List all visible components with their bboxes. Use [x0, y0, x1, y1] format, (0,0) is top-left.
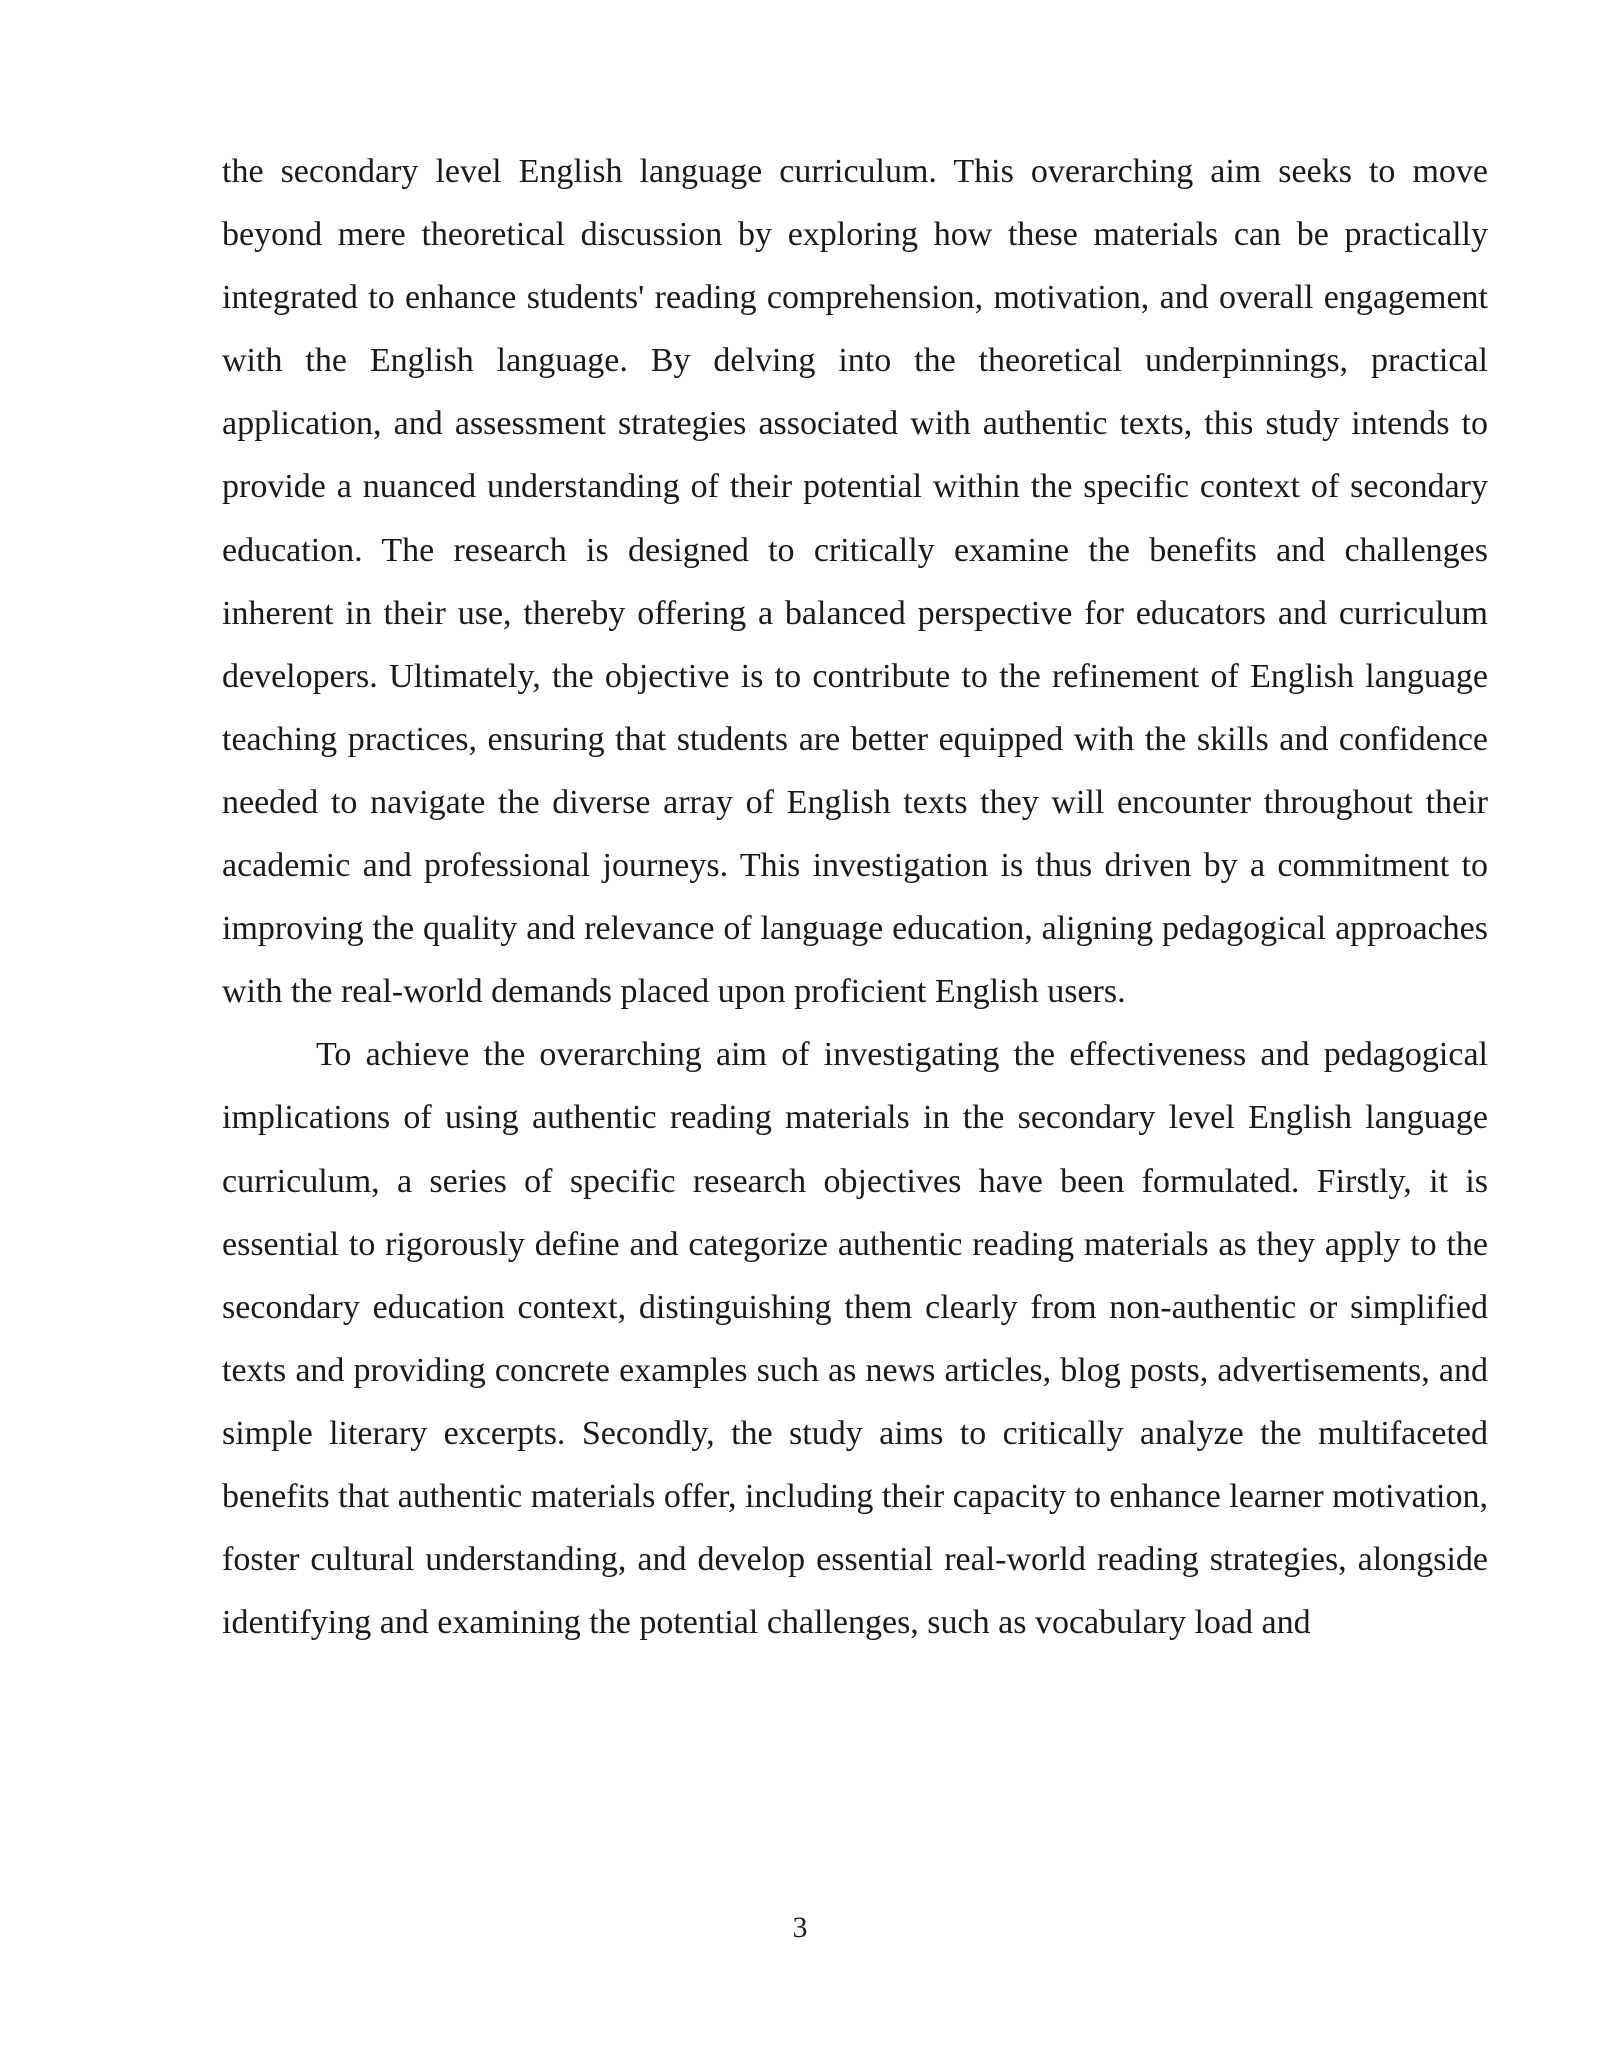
paragraph-continued: the secondary level English language curriculum. This overarching aim seeks to move beyond mere theoretical discussion by exploring how these materials can be practically integrated to enhance students' reading comprehension, motivation, and overall engagement with the English language. By delving into the theoretical underpinnings, practical application, and assessment strategies associated with authentic texts, this study intends to provide a nuanced understanding of their potential within the specific context of secondary education. The research is designed to critically examine the benefits and challenges inherent in their use, thereby offering a balanced perspective for educators and curriculum developers. Ultimately, the objective is to contribute to the refinement of English language teaching practices, ensuring that students are better equipped with the skills and confidence needed to navigate the diverse array of English texts they will encounter throughout their academic and professional journeys. This investigation is thus driven by a commitment to improving the quality and relevance of language education, aligning pedagogical approaches with the real-world demands placed upon proficient English users. [222, 153, 1488, 1011]
body-text [222, 140, 1488, 1654]
paragraph-research-objectives: To achieve the overarching aim of investigating the effectiveness and pedagogical implications of using authentic reading materials in the secondary level English language curriculum, a series of specific research objectives have been formulated. Firstly, it is essential to rigorously define and categorize authentic reading materials as they apply to the secondary education context, distinguishing them clearly from non-authentic or simplified texts and providing concrete examples such as news articles, blog posts, advertisements, and simple literary excerpts. Secondly, the study aims to critically analyze the multifaceted benefits that authentic materials offer, including their capacity to enhance learner motivation, foster cultural understanding, and develop essential real-world reading strategies, alongside identifying and examining the potential challenges, such as vocabulary load and [222, 1036, 1488, 1642]
page-number: 3 [792, 1911, 808, 1944]
